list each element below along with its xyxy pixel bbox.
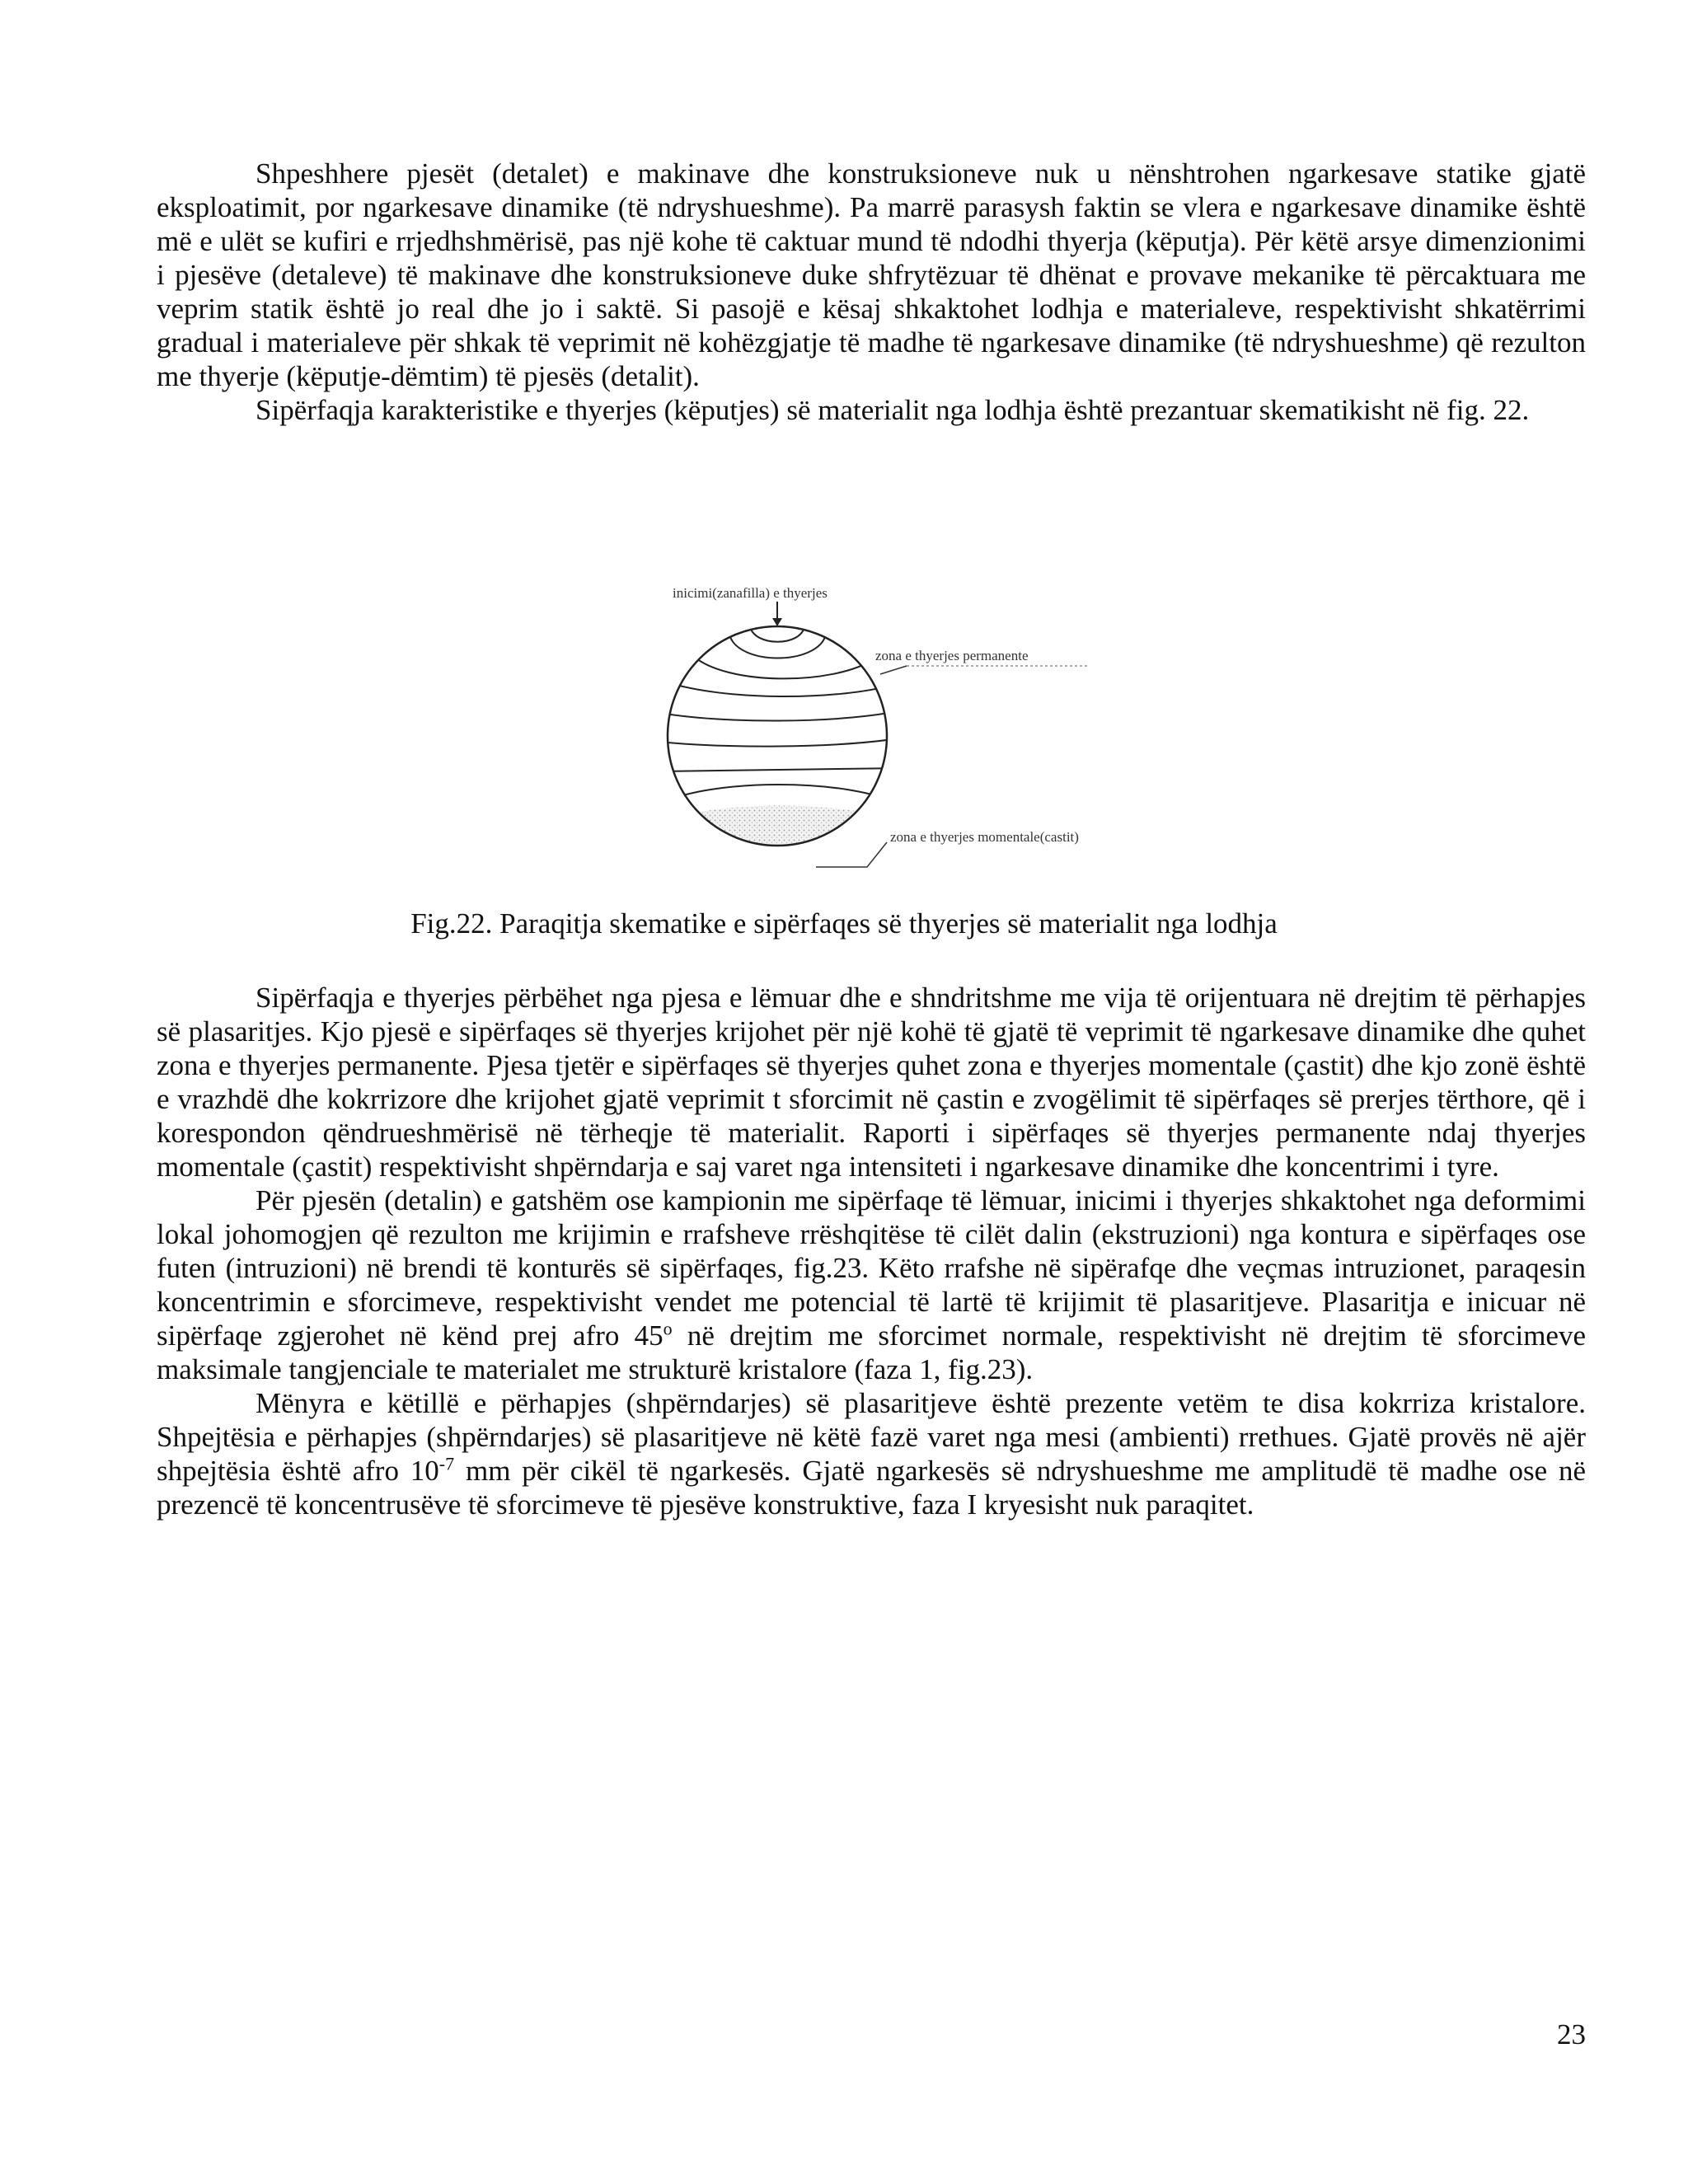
- paragraph-fracture-zones: Sipërfaqja e thyerjes përbëhet nga pjesa e lëmuar dhe e shndritshme me vija të orijentuara në drejtim të përhapjes së plasaritjes. Kjo pjesë e sipërfaqes së thyerjes krijohet për një kohë të gjatë të veprimit të ngarkesave dinamike dhe quhet zona e thyerjes permanente. Pjesa tjetër e sipërfaqes së thyerjes quhet zona e thyerjes momentale (çastit) dhe kjo zonë është e vrazhdë dhe kokrrizore dhe krijohet gjatë veprimit t sforcimit në çastin e zvogëlimit të sipërfaqes së prerjes tërthore, që i korespondon qëndrueshmërisë në tërheqje të materialit. Raporti i sipërfaqes së thyerjes permanente ndaj thyerjes momentale (çastit) respektivisht shpërndarja e saj varet nga intensiteti i ngarkesave dinamike dhe koncentrimi i tyre.: [157, 982, 1586, 1183]
- body-text-top: [157, 157, 1586, 427]
- paragraph-crack-propagation-text: Mënyra e këtillë e përhapjes (shpërndarjes) së plasaritjeve është prezente vetëm te disa kokrriza kristalore. Shpejtësia e përhapjes (shpërndarjes) së plasaritjeve në këtë fazë varet nga mesi (ambienti) rrethues. Gjatë provës në ajër shpejtësia është afro 10: [157, 1387, 1586, 1487]
- paragraph-crack-initiation: [157, 1183, 1586, 1386]
- paragraph-crack-propagation: [157, 1386, 1586, 1521]
- paragraph-crack-initiation-text-end: në drejtim me sforcimet normale, respektivisht në drejtim të sforcimeve maksimale tangjenciale te materialet me strukturë kristalore (faza 1, fig.23).: [157, 1319, 1586, 1385]
- page-number: 23: [1557, 2018, 1586, 2050]
- leader-line-momentary: [816, 842, 887, 867]
- figure-fracture-surface: [659, 577, 1187, 890]
- paragraph-figure-reference: Sipërfaqja karakteristike e thyerjes (këputjes) së materialit nga lodhja është prezantuar skematikisht në fig. 22.: [256, 394, 1530, 426]
- beach-mark-lines: [659, 626, 898, 804]
- paragraph-crack-propagation-text-end: mm për cikël të ngarkesës. Gjatë ngarkesës së ndryshueshme me amplitudë të madhe ose në prezencë të koncentrusëve të sforcimeve të pjesëve konstruktive, faza I kryesisht nuk paraqitet.: [157, 1455, 1586, 1521]
- label-momentary-zone: zona e thyerjes momentale(castit): [890, 829, 1079, 845]
- initiation-arrow-icon: [772, 602, 782, 626]
- paragraph-crack-initiation-text: Për pjesën (detalin) e gatshëm ose kampionin me sipërfaqe të lëmuar, inicimi i thyerjes shkaktohet nga deformimi lokal johomogjen që rezulton me krijimin e rrafsheve rrëshqitëse të cilët dalin (ekstruzioni) nga kontura e sipërfaqes ose futen (intruzioni) në brendi të konturës së sipërfaqes, fig.23. Këto rrafshe në sipërafqe dhe veçmas intruzionet, paraqesin koncentrimin e sforcimeve, respektivisht vendet me potencial të lartë të krijimit të plasaritjeve. Plasaritja e inicuar në sipërfaqe zgjerohet në kënd prej afro 45: [157, 1184, 1586, 1352]
- momentary-zone-shading: [659, 806, 907, 891]
- figure-caption: Fig.22. Paraqitja skematike e sipërfaqes së thyerjes së materialit nga lodhja: [410, 907, 1278, 940]
- label-fracture-initiation: inicimi(zanafilla) e thyerjes: [673, 585, 828, 601]
- body-text-bottom: [157, 981, 1586, 1521]
- paragraph-intro: Shpeshhere pjesët (detalet) e makinave dhe konstruksioneve nuk u nënshtrohen ngarkesave statike gjatë eksploatimit, por ngarkesave dinamike (të ndryshueshme). Pa marrë parasysh faktin se vlera e ngarkesave dinamike është më e ulët se kufiri e rrjedhshmërisë, pas një kohe të caktuar mund të ndodhi thyerja (këputja). Për këtë arsye dimenzionimi i pjesëve (detaleve) të makinave dhe konstruksioneve duke shfrytëzuar të dhënat e provave mekanike të përcaktuara me veprim statik është jo real dhe jo i saktë. Si pasojë e kësaj shkaktohet lodhja e materialeve, respektivisht shkatërrimi gradual i materialeve për shkak të veprimit në kohëzgjatje të madhe të ngarkesave dinamike (të ndryshueshme) që rezulton me thyerje (këputje-dëmtim) të pjesës (detalit).: [157, 157, 1586, 392]
- leader-line-permanent: [880, 666, 1088, 674]
- degree-superscript: o: [663, 1318, 673, 1339]
- label-permanent-zone: zona e thyerjes permanente: [875, 648, 1029, 663]
- exponent-superscript: -7: [438, 1453, 455, 1474]
